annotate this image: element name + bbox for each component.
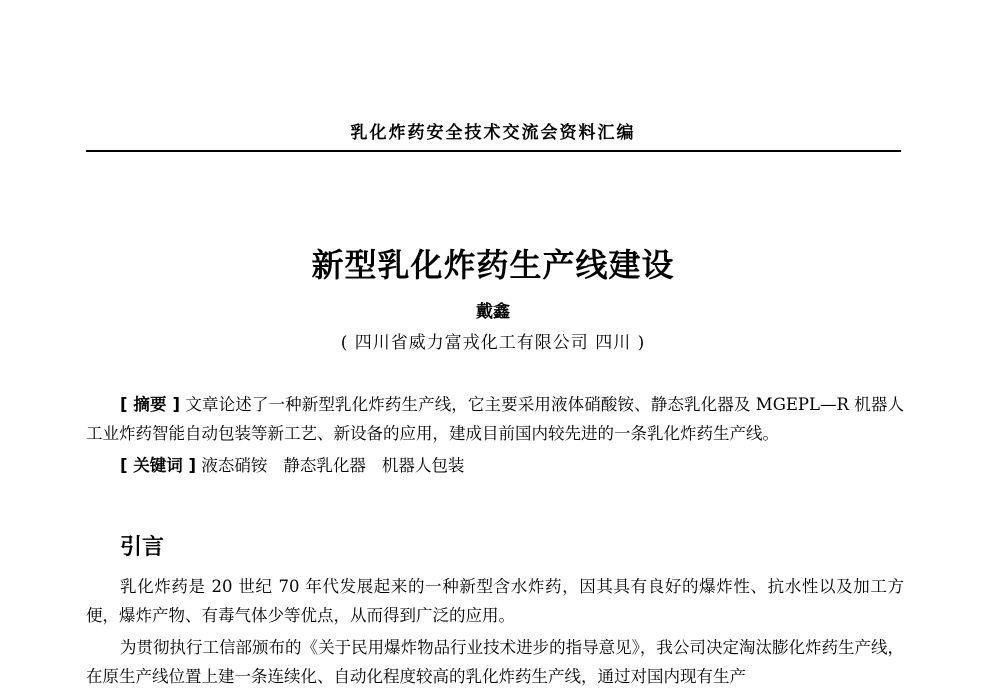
- keywords-label: [ 关键词 ]: [120, 456, 197, 475]
- keyword-item: 液态硝铵: [201, 456, 268, 475]
- abstract-text: 文章论述了一种新型乳化炸药生产线，它主要采用液体硝酸铵、静态乳化器及 MGEPL—R 机器人工业炸药智能自动包装等新工艺、新设备的应用，建成目前国内较先进的一条乳化炸药生产线。: [86, 395, 905, 443]
- body-paragraph: 乳化炸药是 20 世纪 70 年代发展起来的一种新型含水炸药，因其具有良好的爆炸性、抗水性以及加工方便，爆炸产物、有毒气体少等优点，从而得到广泛的应用。: [86, 577, 904, 625]
- keyword-item: 机器人包装: [381, 456, 465, 475]
- section-heading: 引言: [120, 535, 165, 560]
- body-paragraph: 为贯彻执行工信部颁布的《关于民用爆炸物品行业技术进步的指导意见》，我公司决定淘汰膨化炸药生产线，在原生产线位置上建一条连续化、自动化程度较高的乳化炸药生产线，通过对国内现有生产: [86, 638, 904, 686]
- abstract-label: [ 摘要 ]: [120, 395, 181, 414]
- keywords: [86, 451, 904, 480]
- paper-title: 新型乳化炸药生产线建设: [311, 246, 675, 284]
- author: 戴鑫: [476, 302, 510, 322]
- abstract: [86, 390, 904, 448]
- affiliation: ( 四川省威力富戎化工有限公司 四川 ): [340, 333, 646, 353]
- running-header: 乳化炸药安全技术交流会资料汇编: [350, 123, 636, 143]
- header-rule: [86, 150, 901, 152]
- keyword-item: 静态乳化器: [283, 456, 366, 475]
